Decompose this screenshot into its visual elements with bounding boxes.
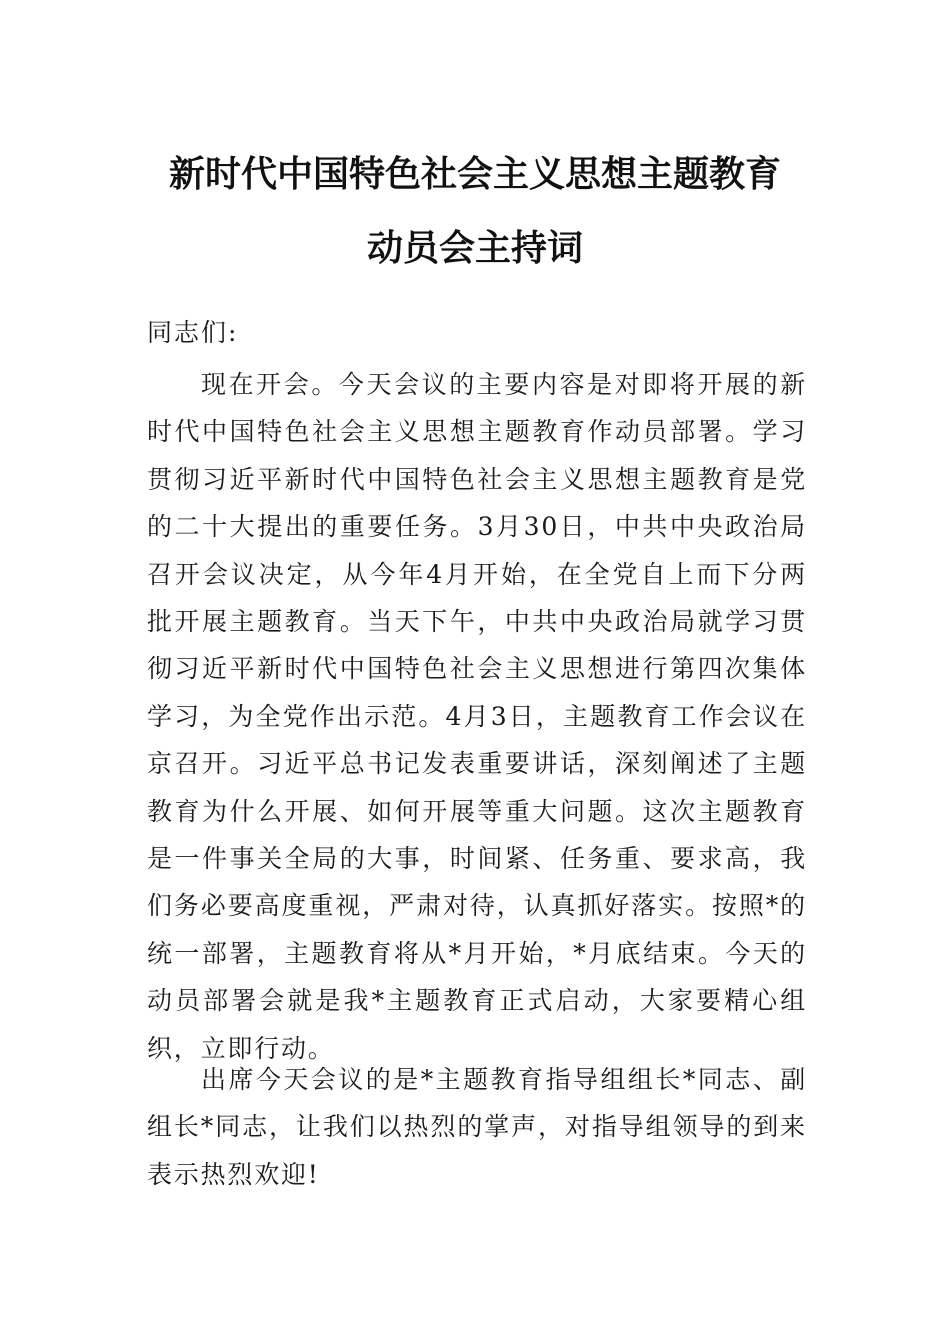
body-paragraph-2: 出席今天会议的是*主题教育指导组组长*同志、副组长*同志，让我们以热烈的掌声，对指导组领导的到来表示热烈欢迎!	[147, 1065, 807, 1189]
document-title-line-2: 动员会主持词	[366, 227, 583, 269]
greeting: 同志们:	[147, 318, 239, 347]
document-title-line-1: 新时代中国特色社会主义思想主题教育	[168, 153, 781, 195]
body-paragraph-1: 现在开会。今天会议的主要内容是对即将开展的新时代中国特色社会主义思想主题教育作动员部署。学习贯彻习近平新时代中国特色社会主义思想主题教育是党的二十大提出的重要任务。3月30日，中共中央政治局召开会议决定，从今年4月开始，在全党自上而下分两批开展主题教育。当天下午，中共中央政治局就学习贯彻习近平新时代中国特色社会主义思想进行第四次集体学习，为全党作出示范。4月3日，主题教育工作会议在京召开。习近平总书记发表重要讲话，深刻阐述了主题教育为什么开展、如何开展等重大问题。这次主题教育是一件事关全局的大事，时间紧、任务重、要求高，我们务必要高度重视，严肃对待，认真抓好落实。按照*的统一部署，主题教育将从*月开始，*月底结束。今天的动员部署会就是我*主题教育正式启动，大家要精心组织，立即行动。	[147, 370, 807, 1063]
